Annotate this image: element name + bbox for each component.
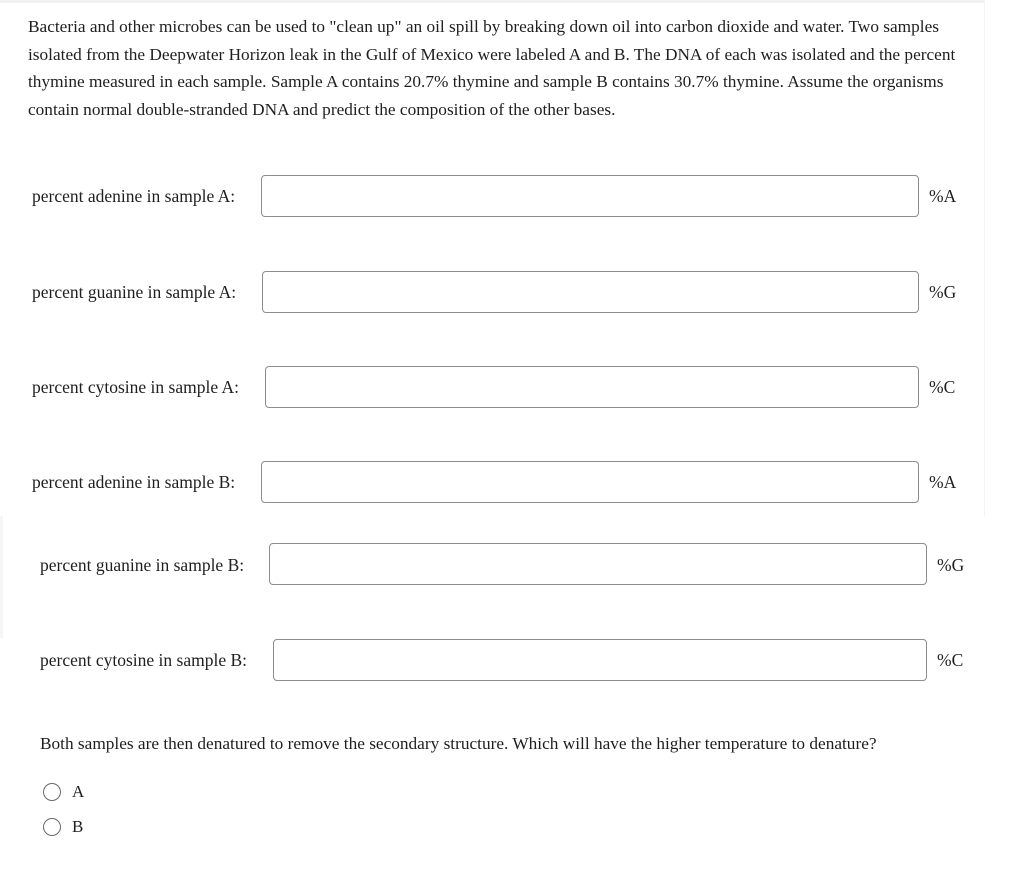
radio-b[interactable] xyxy=(43,818,61,836)
unit-label: %G xyxy=(929,282,957,302)
guanine-a-input[interactable] xyxy=(262,271,919,313)
radio-a[interactable] xyxy=(43,783,61,801)
field-label: percent adenine in sample B: xyxy=(32,472,236,492)
option-b[interactable] xyxy=(43,816,83,838)
guanine-b-input[interactable] xyxy=(269,543,927,585)
adenine-b-input[interactable] xyxy=(261,461,919,503)
cytosine-b-input[interactable] xyxy=(273,639,927,681)
cytosine-a-input[interactable] xyxy=(265,366,919,408)
panel-edge-shade xyxy=(0,516,3,638)
unit-label: %C xyxy=(929,377,956,397)
field-label: percent guanine in sample A: xyxy=(32,282,237,302)
option-a-label: A xyxy=(72,782,85,801)
unit-label: %G xyxy=(937,555,965,575)
unit-label: %A xyxy=(929,186,957,206)
field-label: percent adenine in sample A: xyxy=(32,186,236,206)
unit-label: %C xyxy=(937,650,964,670)
question-intro: Bacteria and other microbes can be used to "clean up" an oil spill by breaking down oil into carbon dioxide and water. Two samples isolated from the Deepwater Horizon leak in the Gulf of Mexico were labeled A and B. The DNA of each was isolated and the percent thymine measured in each sample. Sample A contains 20.7% thymine and sample B contains 30.7% thymine. Assume the organisms contain normal double-stranded DNA and predict the composition of the other bases. xyxy=(28,17,956,119)
adenine-a-input[interactable] xyxy=(261,175,919,217)
denature-question: Both samples are then denatured to remove the secondary structure. Which will have the higher temperature to denature? xyxy=(40,734,877,753)
field-label: percent guanine in sample B: xyxy=(40,555,245,575)
unit-label: %A xyxy=(929,472,957,492)
field-label: percent cytosine in sample A: xyxy=(32,377,240,397)
option-a[interactable] xyxy=(43,781,84,803)
field-label: percent cytosine in sample B: xyxy=(40,650,248,670)
option-b-label: B xyxy=(72,817,84,836)
